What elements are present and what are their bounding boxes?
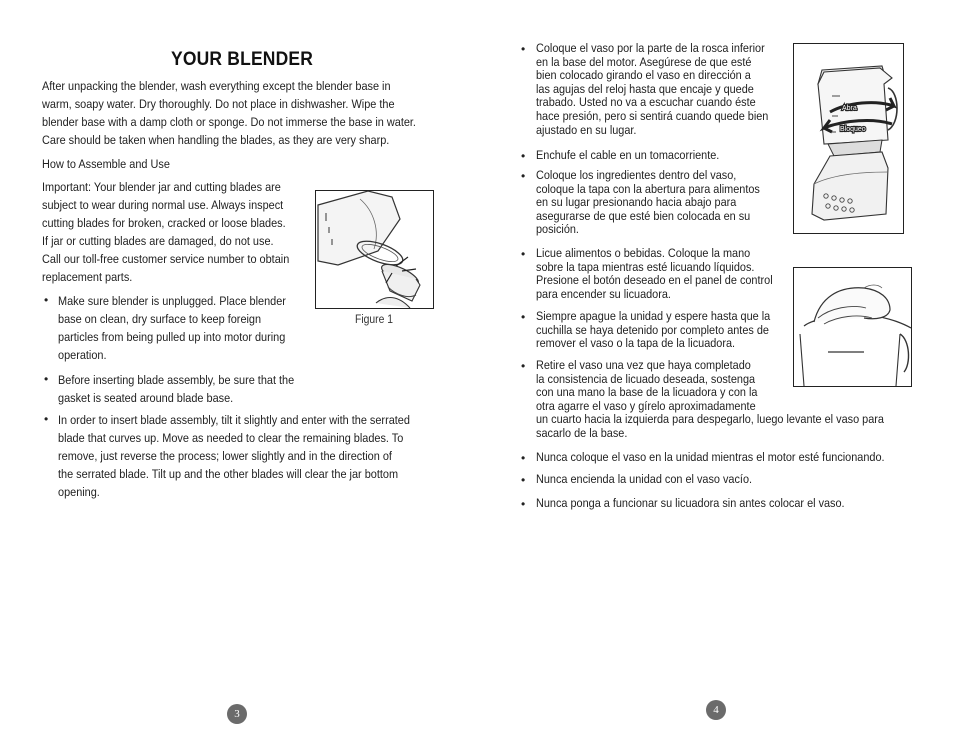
blender-illustration xyxy=(794,44,903,233)
figure-hand-on-lid xyxy=(793,267,912,387)
bullet-dot: • xyxy=(521,310,526,324)
list-item-line: hace presión, pero si sentirá cuando quede bien xyxy=(536,109,769,123)
subheading: How to Assemble and Use xyxy=(42,157,170,171)
important-line: cutting blades for broken, cracked or loose blades. xyxy=(42,216,286,230)
list-item-line: las agujas del reloj hasta que encaje y quede xyxy=(536,81,754,96)
page-title: YOUR BLENDER xyxy=(171,49,314,70)
bullet-dot: • xyxy=(521,247,526,261)
list-item-line: bien colocado girando el vaso en dirección a xyxy=(536,68,751,83)
important-line: Important: Your blender jar and cutting blades are xyxy=(42,180,281,194)
list-item-line: en su lugar presionando hacia abajo para xyxy=(536,195,737,210)
list-item-line: operation. xyxy=(58,348,107,362)
list-item-line: la consistencia de licuado deseada, sostenga xyxy=(536,371,756,386)
blade-assembly-illustration xyxy=(316,191,433,308)
list-item-line: asegurarse de que esté bien colocada en su xyxy=(536,208,751,223)
list-item-line: remover el vaso o la tapa de la licuadora. xyxy=(536,336,736,351)
figure-1-blade-assembly xyxy=(315,190,434,309)
bullet-dot: • xyxy=(521,42,526,56)
bullet-dot: • xyxy=(521,451,526,465)
bullet-dot: • xyxy=(521,149,526,163)
bullet-dot: • xyxy=(521,497,526,511)
list-item-line: the serrated blade. Tilt up and the other blades will clear the jar bottom xyxy=(58,467,399,481)
important-line: Call our toll-free customer service number to obtain xyxy=(42,252,290,266)
list-item-line: ajustado en su lugar. xyxy=(536,122,637,137)
list-item-line: Presione el botón deseado en el panel de control xyxy=(536,273,773,288)
intro-line: warm, soapy water. Dry thoroughly. Do not place in dishwasher. Wipe the xyxy=(42,97,395,111)
list-item-line: Enchufe el cable en un tomacorriente. xyxy=(536,148,720,162)
list-item-line: blade that curves up. Move as needed to clear the remaining blades. To xyxy=(58,431,404,445)
list-item-line: posición. xyxy=(536,222,579,237)
list-item-line: Siempre apague la unidad y espere hasta que la xyxy=(536,309,771,323)
bullet-dot: • xyxy=(44,293,49,307)
list-item-line: Make sure blender is unplugged. Place blender xyxy=(58,294,286,308)
list-item-line: Licue alimentos o bebidas. Coloque la mano xyxy=(536,246,751,260)
list-item-line: Nunca coloque el vaso en la unidad mientras el motor esté funcionando. xyxy=(536,450,885,464)
list-item-line: con una mano la base de la licuadora y con la xyxy=(536,385,758,400)
list-item-line: para encender su licuadora. xyxy=(536,286,671,301)
lock-label: Bloqueo xyxy=(840,126,866,133)
list-item-line: Coloque el vaso por la parte de la rosca inferior xyxy=(536,41,765,55)
important-line: replacement parts. xyxy=(42,270,133,284)
list-item-line: gasket is seated around blade base. xyxy=(58,391,234,405)
list-item-line: In order to insert blade assembly, tilt it slightly and enter with the serrated xyxy=(58,413,410,427)
list-item-line: opening. xyxy=(58,485,100,499)
intro-line: blender base with a damp cloth or sponge. Do not immerse the base in water. xyxy=(42,115,416,129)
list-item-line: un cuarto hacia la izquierda para despegarlo, luego levante el vaso para xyxy=(536,412,884,427)
list-item-line: sobre la tapa mientras esté licuando líquidos. xyxy=(536,259,755,274)
figure-1-caption: Figure 1 xyxy=(355,314,393,326)
bullet-dot: • xyxy=(521,359,526,373)
intro-line: Care should be taken when handling the blades, as they are very sharp. xyxy=(42,133,390,147)
important-line: If jar or cutting blades are damaged, do not use. xyxy=(42,234,274,248)
open-label: Abra xyxy=(842,105,857,112)
page-number-left: 3 xyxy=(227,704,247,724)
list-item-line: coloque la tapa con la abertura para alimentos xyxy=(536,181,760,196)
list-item-line: cuchilla se haya detenido por completo antes de xyxy=(536,322,769,337)
list-item-line: Coloque los ingredientes dentro del vaso, xyxy=(536,168,737,182)
hand-on-lid-illustration xyxy=(794,268,911,386)
list-item-line: remove, just reverse the process; lower slightly and in the direction of xyxy=(58,449,392,463)
important-line: subject to wear during normal use. Always inspect xyxy=(42,198,284,212)
intro-line: After unpacking the blender, wash everything except the blender base in xyxy=(42,79,391,93)
bullet-dot: • xyxy=(44,372,49,386)
list-item-line: base on clean, dry surface to keep foreign xyxy=(58,312,262,326)
list-item-line: Nunca encienda la unidad con el vaso vacío. xyxy=(536,472,753,486)
list-item-line: en la base del motor. Asegúrese de que esté xyxy=(536,54,752,69)
list-item-line: Retire el vaso una vez que haya completado xyxy=(536,358,751,372)
bullet-dot: • xyxy=(44,412,49,426)
figure-blender-on-base xyxy=(793,43,904,234)
page-number-right: 4 xyxy=(706,700,726,720)
bullet-dot: • xyxy=(521,169,526,183)
list-item-line: Nunca ponga a funcionar su licuadora sin antes colocar el vaso. xyxy=(536,496,845,510)
bullet-dot: • xyxy=(521,473,526,487)
list-item-line: sacarlo de la base. xyxy=(536,426,628,440)
list-item-line: Before inserting blade assembly, be sure that the xyxy=(58,373,295,387)
list-item-line: particles from being pulled up into motor during xyxy=(58,330,286,344)
list-item-line: otra agarre el vaso y gírelo aproximadamente xyxy=(536,398,756,413)
list-item-line: trabado. Usted no va a escuchar cuando éste xyxy=(536,95,756,110)
